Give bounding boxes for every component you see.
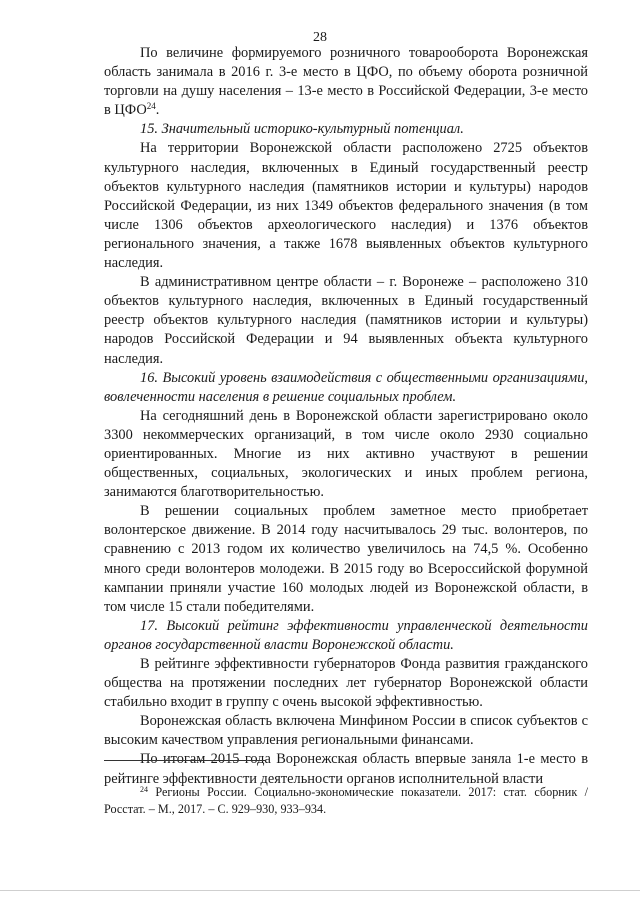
section-heading-17: 17. Высокий рейтинг эффективности управленческой деятельности органов государственной власти Воронежской области. [104, 617, 588, 653]
section-heading-15: 15. Значительный историко-культурный потенциал. [140, 121, 464, 138]
paragraph-cultural-heritage-region: На территории Воронежской области расположено 2725 объектов культурного наследия, включенных в Единый государственный реестр объектов культурного наследия (памятников истории и культуры) народов Российской Федерации, из них 1349 объектов федерального значения (в том числе 1306 объектов археологического наследия) и 1376 объектов регионального значения, а также 1678 выявленных объектов культурного наследия. [104, 140, 588, 272]
footnote-number: 24 [140, 785, 148, 794]
footnote-text: Регионы России. Социально-экономические показатели. 2017: стат. сборник / Росстат. – М., 2017. – С. 929–930, 933–934. [104, 785, 588, 816]
paragraph-tail: . [155, 102, 160, 119]
page-number: 28 [313, 30, 327, 45]
section-heading-16: 16. Высокий уровень взаимодействия с общественными организациями, вовлеченности населения в решение социальных проблем. [104, 369, 588, 405]
scan-edge-divider [0, 890, 640, 891]
footnote-divider [104, 760, 266, 761]
paragraph-cultural-heritage-voronezh: В административном центре области – г. Воронеже – расположено 310 объектов культурного наследия, включенных в Единый государственный реестр объектов культурного наследия (памятников истории и культуры) народов Российской Федерации и 94 выявленных объекта культурного наследия. [104, 274, 588, 367]
paragraph-finance-management: Воронежская область включена Минфином России в список субъектов с высоким качеством управления региональными финансами. [104, 713, 588, 749]
footnote-reference: 24 [146, 101, 156, 112]
body-text [104, 44, 588, 789]
footnote [104, 784, 588, 818]
paragraph-nonprofit-organizations: На сегодняшний день в Воронежской области зарегистрировано около 3300 некоммерческих организаций, в том числе около 2930 социально ориентированных. Многие из них активно участвуют в решении общественных, социальных, экологических и иных проблем региона, занимаются благотворительностью. [104, 407, 588, 501]
paragraph-executive-rating: По итогам 2015 года Воронежская область впервые заняла 1-е место в рейтинге эффективности деятельности органов исполнительной власти [104, 751, 588, 787]
paragraph-text: По величине формируемого розничного товарооборота Воронежская область занимала в 2016 г. 3-е место в ЦФО, по объему оборота розничной торговли на душу населения – 13-е место в Российской Федерации, 3-е место в ЦФО [104, 45, 588, 119]
paragraph-retail-turnover [104, 44, 588, 120]
paragraph-volunteer-movement: В решении социальных проблем заметное место приобретает волонтерское движение. В 2014 году насчитывалось 29 тыс. волонтеров, по сравнению с 2013 годом их количество увеличилось на 74,5 %. Особенно много среди волонтеров молодежи. В 2015 году во Всероссийской форумной кампании приняли участие 160 молодых людей из Воронежской области, в том числе 15 стали победителями. [104, 503, 588, 615]
paragraph-governor-rating: В рейтинге эффективности губернаторов Фонда развития гражданского общества на протяжении последних лет губернатор Воронежской области стабильно входит в группу с очень высокой эффективностью. [104, 656, 588, 711]
